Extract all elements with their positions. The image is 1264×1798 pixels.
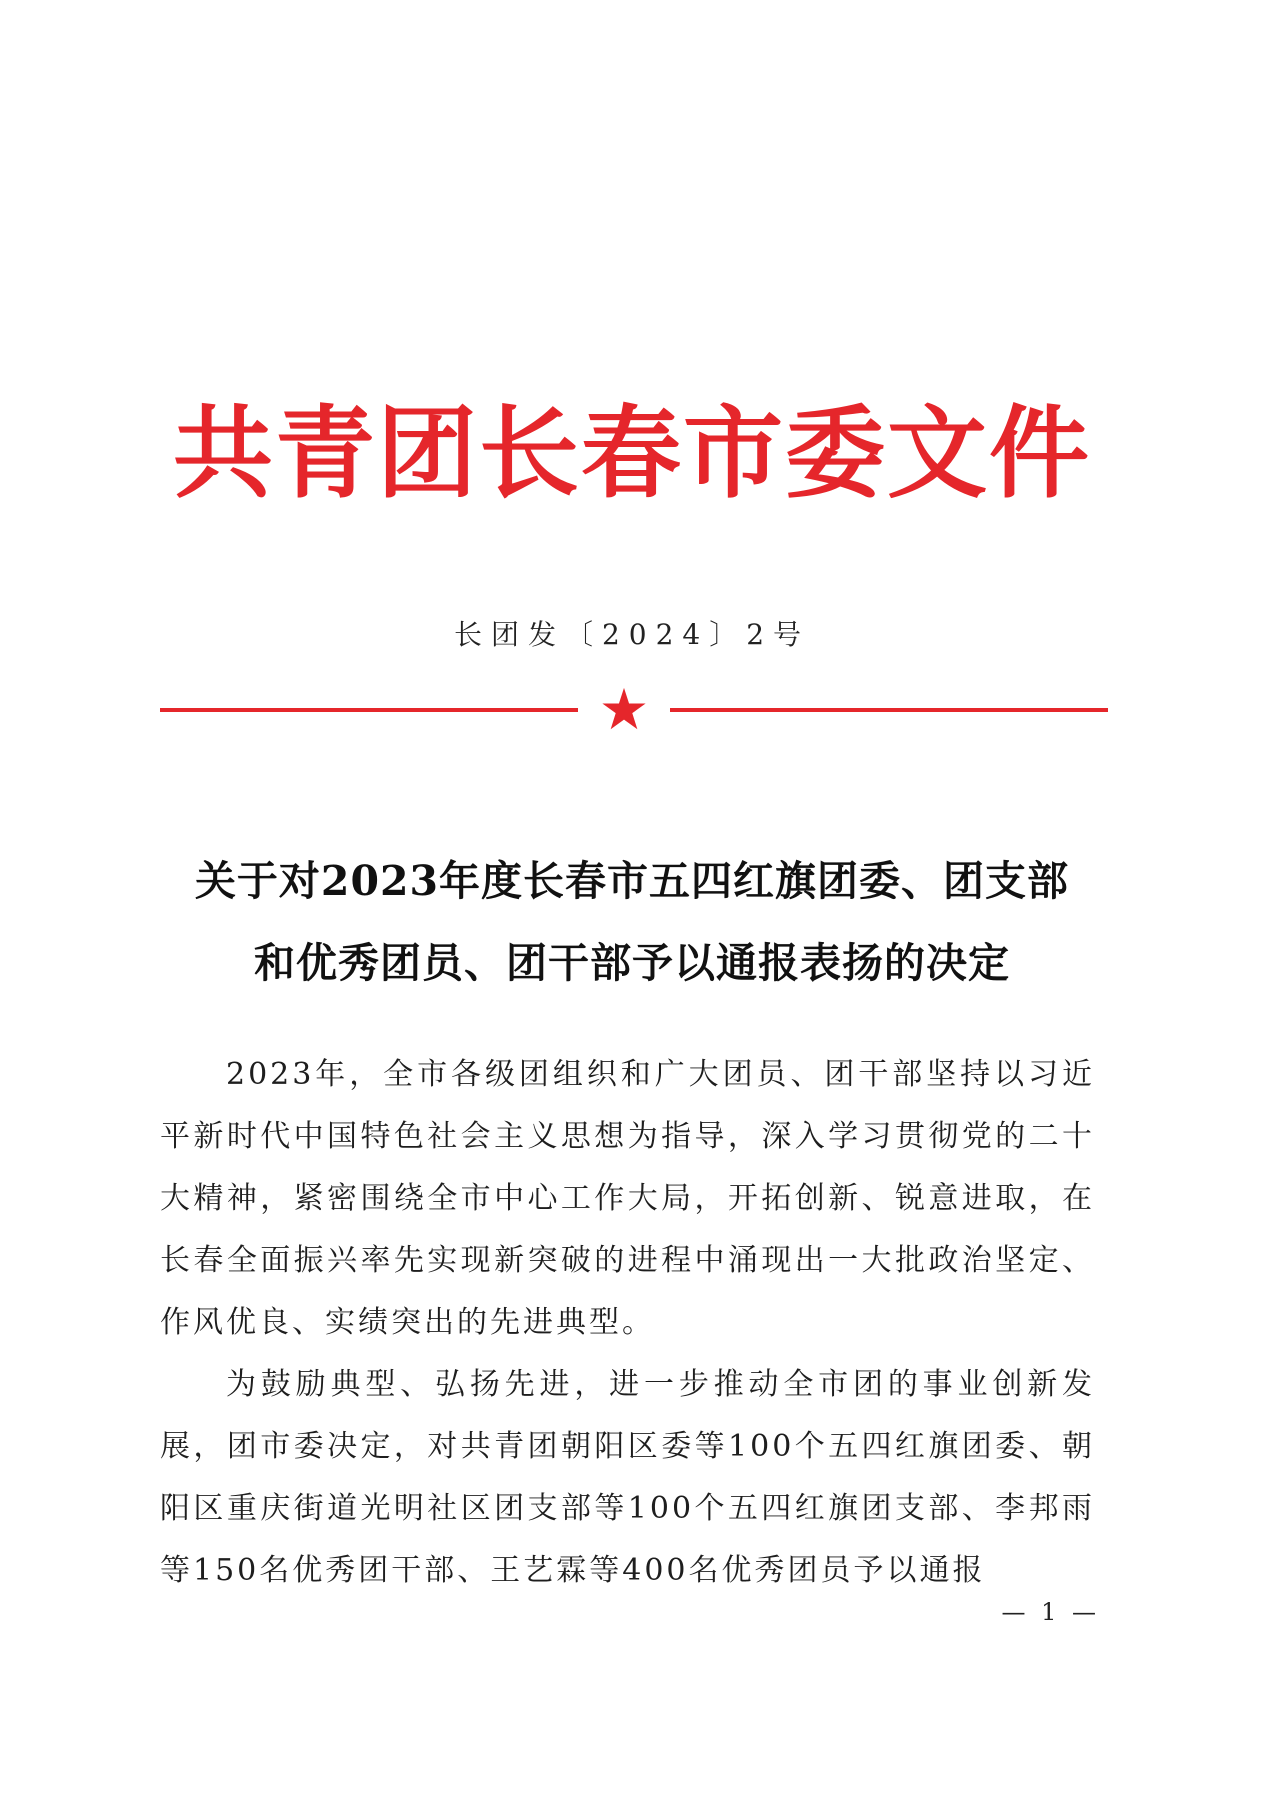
document-body	[160, 1044, 1095, 1602]
body-paragraph-2: 为鼓励典型、弘扬先进，进一步推动全市团的事业创新发展，团市委决定，对共青团朝阳区委等100个五四红旗团委、朝阳区重庆街道光明社区团支部等100个五四红旗团支部、李邦雨等150名优秀团干部、王艺霖等400名优秀团员予以通报	[160, 1367, 1095, 1588]
title-line-1: 关于对2023年度长春市五四红旗团委、团支部	[194, 857, 1070, 905]
document-masthead: 共青团长春市委文件	[173, 394, 1091, 512]
red-divider	[160, 690, 1108, 730]
divider-rule-left	[160, 708, 578, 712]
divider-rule-right	[670, 708, 1108, 712]
page-number: — 1 —	[1001, 1598, 1100, 1626]
document-title	[0, 840, 1264, 1004]
document-number: 长团发〔2024〕2号	[453, 618, 811, 651]
body-paragraph-1: 2023年，全市各级团组织和广大团员、团干部坚持以习近平新时代中国特色社会主义思想为指导，深入学习贯彻党的二十大精神，紧密围绕全市中心工作大局，开拓创新、锐意进取，在长春全面振兴率先实现新突破的进程中涌现出一大批政治坚定、作风优良、实绩突出的先进典型。	[160, 1057, 1095, 1340]
star-icon	[601, 686, 647, 732]
title-line-2: 和优秀团员、团干部予以通报表扬的决定	[254, 939, 1010, 987]
